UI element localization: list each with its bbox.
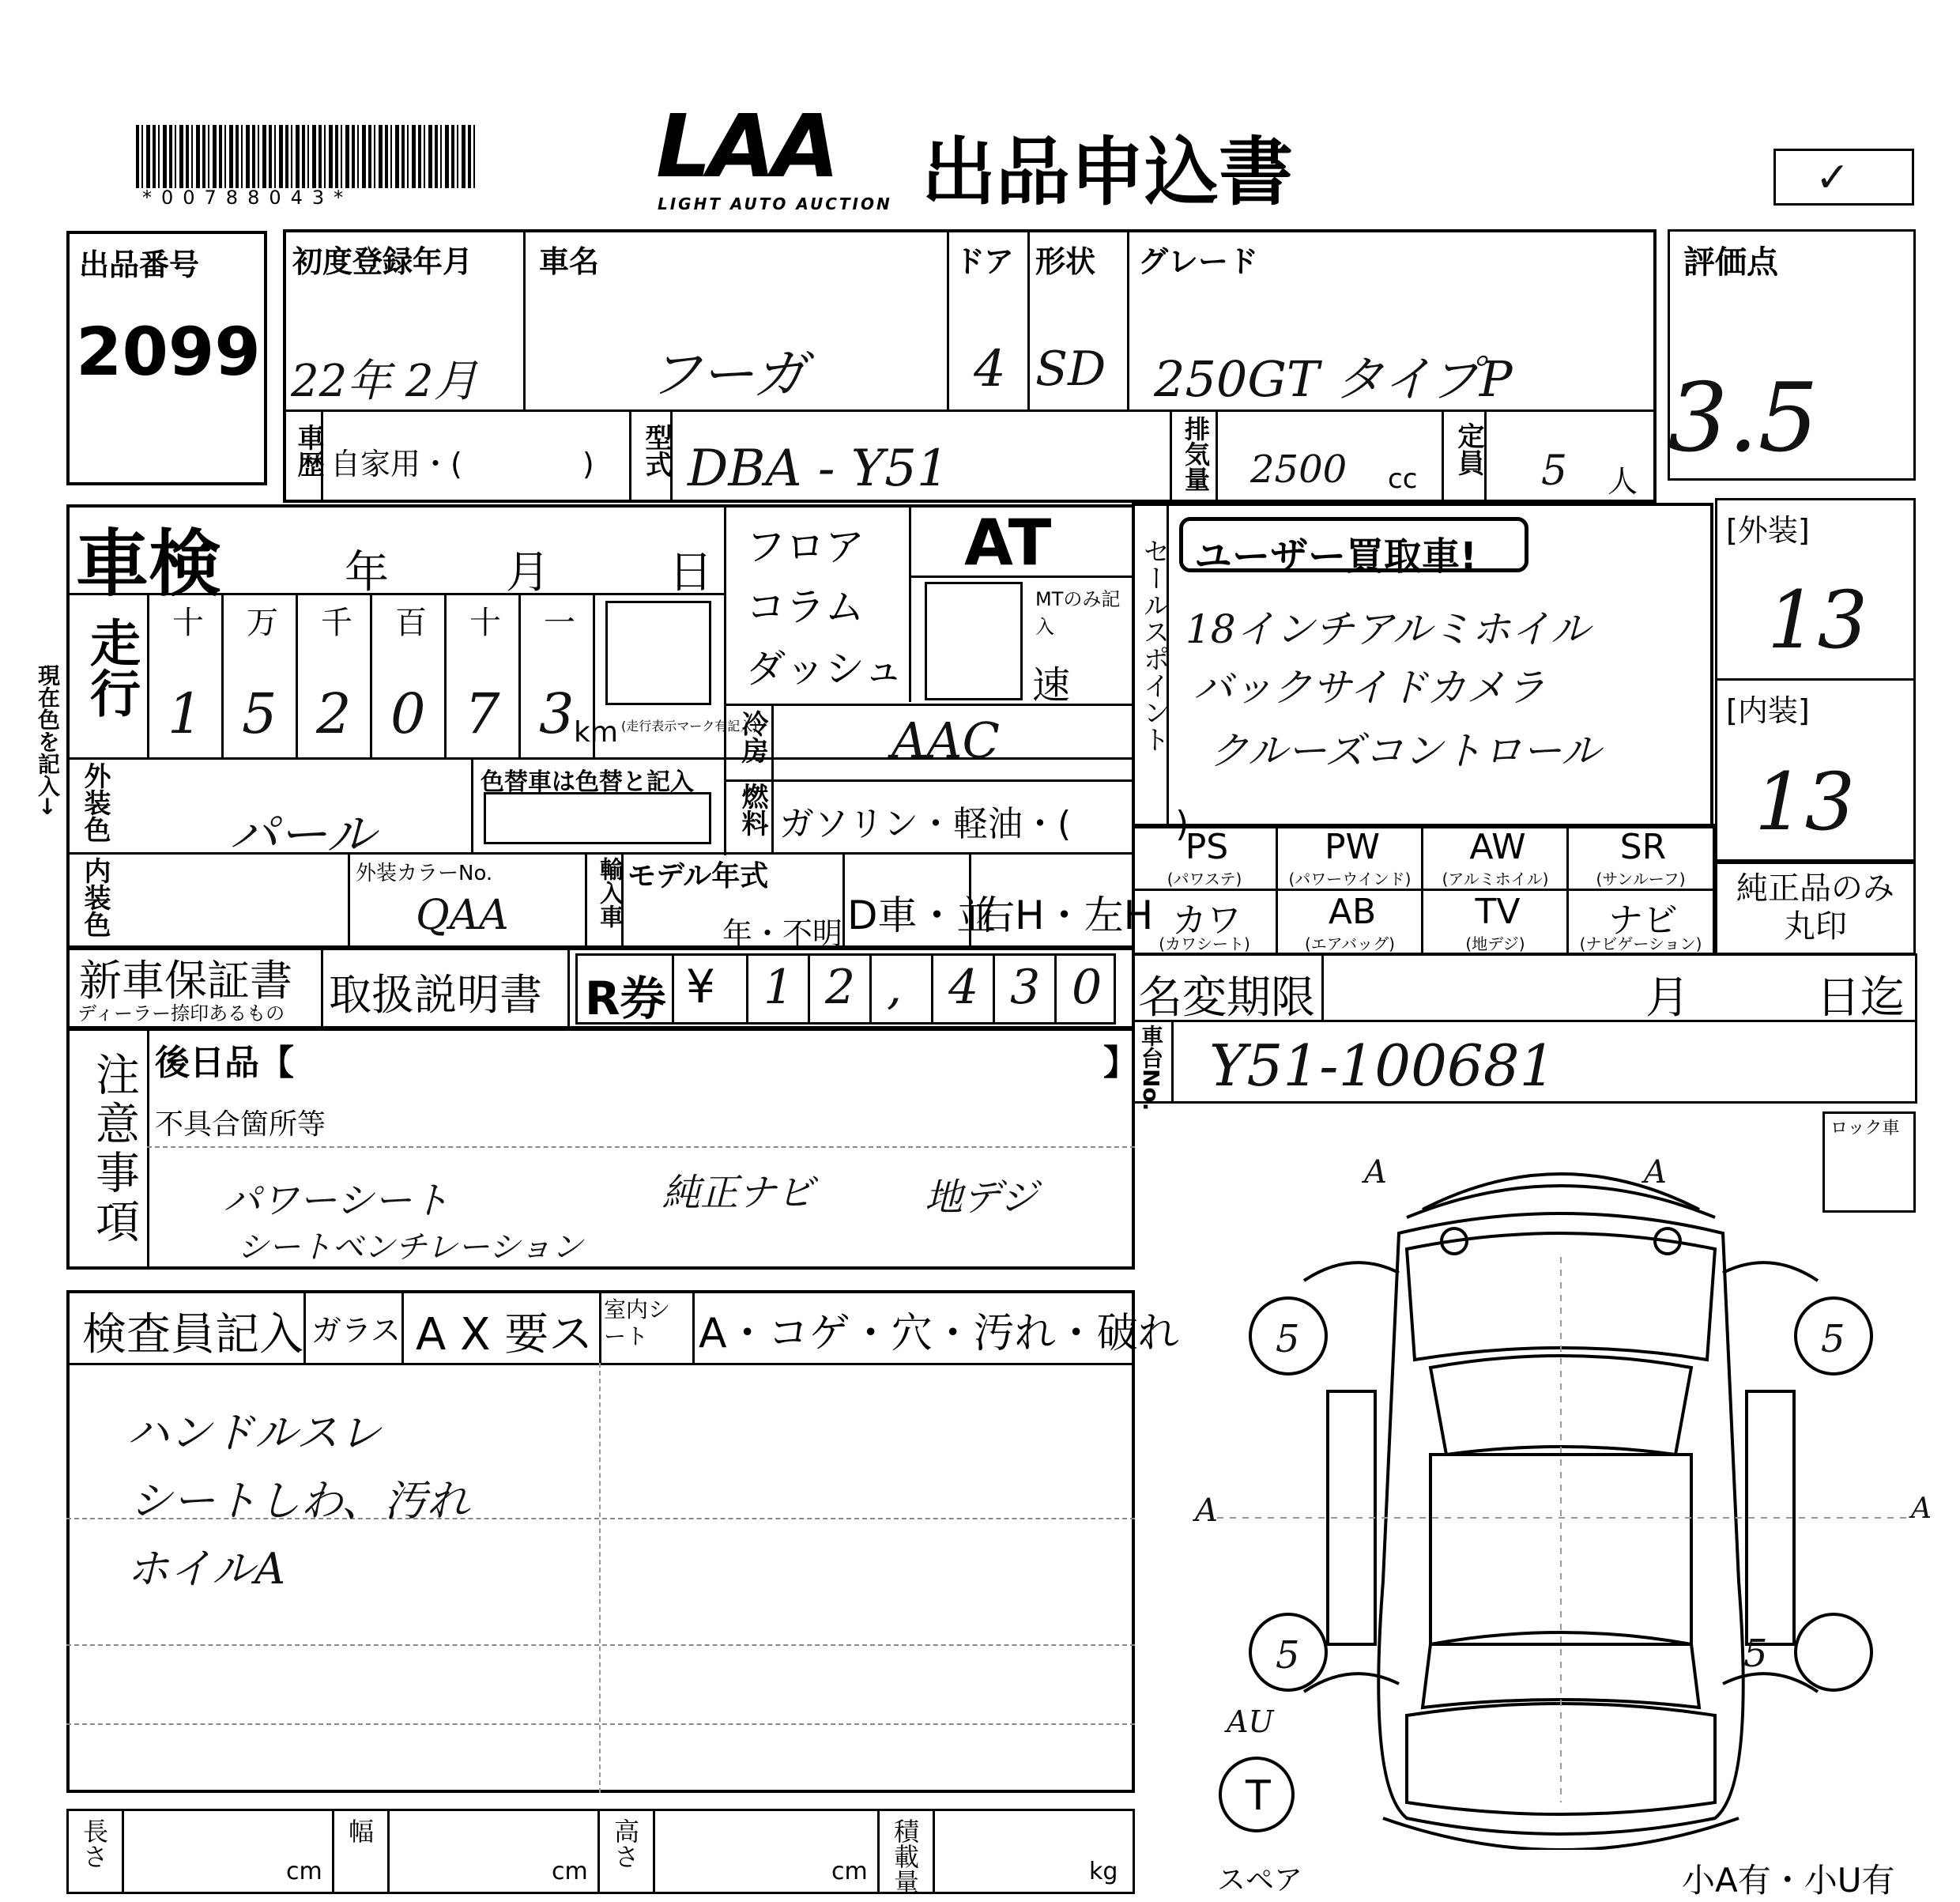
equipment-code: PW	[1324, 827, 1381, 867]
manual-label: 取扱説明書	[329, 970, 542, 1020]
exterior-color-value: パール	[229, 806, 375, 863]
history-label: 車歴	[292, 424, 324, 477]
dimension-divider	[597, 1809, 600, 1894]
dimension-label: 積載量	[890, 1818, 920, 1894]
equipment-sub: (ナビゲーション)	[1579, 934, 1702, 953]
recycle-currency: ¥	[686, 960, 715, 1013]
mileage-digit-label: 十	[172, 605, 204, 641]
mileage-digit-label: 一	[544, 605, 575, 641]
fuel-options: ガソリン・軽油・( )	[779, 804, 1189, 844]
interior-seat-value: A・コゲ・穴・汚れ・破れ	[699, 1310, 1179, 1357]
equipment-sub: (アルミホイル)	[1442, 870, 1549, 889]
interior-color-label: 内装色	[79, 857, 111, 938]
dimension-label: 長さ	[79, 1818, 109, 1869]
interior-grade-value: 13	[1755, 756, 1856, 848]
lot-label: 出品番号	[79, 247, 200, 282]
mileage-digit: 1	[168, 681, 203, 746]
dealer-car: D車・並	[847, 893, 997, 938]
inspection-label: 車検	[76, 522, 222, 606]
shift-column: コラム	[746, 584, 865, 630]
glass-value: A X 要ス	[416, 1309, 594, 1360]
dimension-unit: cm	[286, 1858, 322, 1885]
mileage-digit-label: 万	[247, 605, 278, 641]
inspector-line-3: ホイルA	[126, 1544, 285, 1594]
barcode	[136, 125, 477, 188]
equipment-sub: (カワシート)	[1159, 934, 1250, 953]
speed-label: 速	[1032, 663, 1071, 708]
defects-label: 不具合箇所等	[155, 1108, 326, 1141]
equipment-code: TV	[1475, 892, 1521, 932]
interior-seat-label: 室内シート	[604, 1296, 671, 1349]
dimension-divider	[332, 1809, 334, 1894]
mileage-mark-box[interactable]	[605, 601, 711, 705]
mileage-divider	[296, 593, 298, 757]
shape-value: SD	[1035, 342, 1106, 397]
glass-label: ガラス	[311, 1313, 401, 1348]
color-no-label: 外装カラーNo.	[356, 862, 493, 885]
notes-label: 注意事項	[89, 1051, 140, 1247]
name-value: フーガ	[648, 344, 807, 406]
dimension-divider	[653, 1809, 655, 1894]
equipment-code: PS	[1185, 827, 1229, 867]
inspector-line-1: ハンドルスレ	[126, 1408, 382, 1458]
recycle-divider	[746, 953, 748, 1025]
import-label: 輸入車	[595, 857, 623, 928]
tire-mark-fl: 5	[1276, 1317, 1300, 1361]
model-value: DBA - Y51	[688, 440, 949, 498]
spare-label: スペア	[1217, 1864, 1303, 1896]
inspection-month: 月	[506, 547, 550, 598]
recycle-digit: 3	[1010, 960, 1041, 1015]
recycle-divider	[869, 953, 872, 1025]
recycle-divider	[808, 953, 810, 1025]
chassis-value: Y51-100681	[1209, 1032, 1556, 1099]
dimension-label: 高さ	[610, 1818, 640, 1869]
tire-mark-fr: 5	[1821, 1317, 1845, 1361]
capacity-value: 5	[1541, 447, 1568, 495]
damage-mark-rear-left: AU	[1227, 1704, 1274, 1739]
shape-label: 形状	[1035, 244, 1096, 279]
displacement-value: 2500	[1250, 447, 1348, 492]
fuel-label: 燃料	[737, 783, 768, 836]
inspector-line-2: シートしわ、汚れ	[130, 1476, 469, 1526]
lot-number: 2099	[76, 313, 261, 391]
barcode-text: *00788043*	[142, 187, 353, 209]
grade-value: 250GT タイプP	[1154, 350, 1513, 408]
equipment-code: AB	[1328, 892, 1377, 932]
sales-label: セールスポイント	[1138, 538, 1170, 753]
mileage-digit: 0	[390, 681, 426, 746]
notes-line-2: シートベンチレーション	[237, 1229, 583, 1266]
handle-side: 右H・左H	[975, 893, 1154, 938]
recycle-digit: ,	[887, 960, 903, 1015]
exterior-grade-label: [外装]	[1726, 513, 1810, 548]
model-year-suffix: 年・不明	[722, 916, 843, 951]
mt-note: MTのみ記入	[1035, 588, 1121, 638]
recycle-digit: 0	[1072, 960, 1102, 1015]
damage-mark-right: A	[1911, 1493, 1932, 1525]
aircon-value: AAC	[891, 711, 1000, 769]
score-label: 評価点	[1683, 244, 1778, 281]
damage-mark-front-left: A	[1364, 1154, 1387, 1191]
name-change-day: 日迄	[1816, 972, 1905, 1024]
door-label: ドア	[955, 244, 1014, 279]
reg-label: 初度登録年月	[292, 244, 473, 279]
color-no-value: QAA	[416, 892, 509, 939]
recycle-divider	[931, 953, 933, 1025]
warranty-label: 新車保証書	[79, 956, 292, 1006]
recycle-digit: 2	[825, 960, 856, 1015]
mileage-digit: 7	[465, 681, 500, 746]
notes-line-4: 地デジ	[925, 1176, 1038, 1220]
inspection-day: 日	[669, 547, 713, 598]
logo: LAA	[656, 96, 837, 197]
model-label: 型式	[640, 424, 672, 477]
equipment-sub: (パワーウインド)	[1288, 870, 1412, 889]
interior-grade-label: [内装]	[1726, 693, 1810, 728]
inspection-year: 年	[345, 547, 389, 598]
diagram-footer: 小A有・小U有	[1682, 1861, 1895, 1900]
check-box	[1773, 149, 1914, 206]
recycle-label: R券	[585, 972, 666, 1025]
recycle-digit: 4	[948, 960, 979, 1015]
recycle-divider	[993, 953, 995, 1025]
history-value: 自家用・( )	[330, 447, 594, 481]
displacement-label: 排気量	[1181, 416, 1211, 492]
user-buyback-text: ユーザー買取車!	[1194, 534, 1477, 579]
displacement-unit: cc	[1388, 463, 1418, 495]
equipment-sub: (地デジ)	[1465, 934, 1525, 953]
tire-mark-rl: 5	[1276, 1633, 1300, 1677]
mileage-unit: km	[574, 716, 618, 749]
mileage-label: 走行	[81, 617, 140, 718]
dimension-unit: cm	[552, 1858, 588, 1885]
mileage-divider	[370, 593, 372, 757]
repaint-box[interactable]	[484, 792, 711, 844]
dimension-divider	[933, 1809, 935, 1894]
lock-car-label: ロック車	[1830, 1119, 1900, 1138]
chassis-label: 車台No.	[1138, 1025, 1164, 1111]
mileage-digit: 2	[316, 681, 352, 746]
warranty-sub: ディーラー捺印あるもの	[77, 1002, 285, 1025]
capacity-label: 定員	[1453, 422, 1484, 476]
sales-line-3: クルーズコントロール	[1209, 728, 1600, 774]
name-label: 車名	[539, 244, 600, 279]
mileage-digit-label: 百	[395, 605, 427, 641]
equipment-sub: (パワステ)	[1167, 870, 1242, 889]
aircon-label: 冷房	[737, 710, 768, 764]
mileage-divider	[221, 593, 224, 757]
grade-label: グレード	[1138, 244, 1259, 279]
mileage-side-note: 現在色を記入→	[35, 664, 61, 816]
later-label: 後日品【	[155, 1043, 294, 1083]
name-change-month: 月	[1645, 972, 1690, 1024]
notes-line-1: パワーシート	[223, 1179, 450, 1223]
equipment-code: SR	[1619, 827, 1667, 867]
capacity-unit: 人	[1608, 464, 1638, 499]
reg-value: 22年 2月	[291, 356, 478, 407]
tire-rear-right	[1796, 1614, 1871, 1690]
dimension-unit: kg	[1089, 1858, 1118, 1885]
inspector-label: 検査員記入	[82, 1309, 303, 1360]
check-mark: ✓	[1815, 154, 1850, 202]
dimension-divider	[387, 1809, 390, 1894]
mileage-divider	[518, 593, 521, 757]
exterior-color-label: 外装色	[79, 762, 111, 843]
score-value: 3.5	[1668, 364, 1819, 474]
damage-mark-front-right: A	[1644, 1154, 1667, 1191]
later-close: 】	[1103, 1043, 1138, 1083]
mileage-unit-note: (走行表示マーク有記入)	[621, 719, 758, 734]
dimension-label: 幅	[345, 1818, 375, 1844]
equipment-code: カワ	[1172, 900, 1242, 941]
transmission-value: AT	[964, 506, 1052, 579]
equipment-sub: (エアバッグ)	[1304, 934, 1395, 953]
damage-mark-left: A	[1195, 1493, 1218, 1529]
mt-speed-box[interactable]	[925, 582, 1023, 700]
notes-line-3: 純正ナビ	[662, 1171, 815, 1215]
exterior-grade-value: 13	[1767, 574, 1868, 666]
equipment-sub: (サンルーフ)	[1596, 870, 1686, 889]
mileage-digit-label: 千	[321, 605, 352, 641]
mileage-digit-label: 十	[469, 605, 501, 641]
shift-dash: ダッシュ	[746, 646, 903, 692]
recycle-divider	[672, 953, 674, 1025]
recycle-digit: 1	[763, 960, 794, 1015]
mileage-digit: 5	[242, 681, 277, 746]
sales-line-2: バックサイドカメラ	[1193, 665, 1545, 711]
tire-mark-rr: 5	[1743, 1632, 1768, 1676]
equipment-code: AW	[1469, 827, 1526, 867]
dimension-unit: cm	[831, 1858, 868, 1885]
name-change-label: 名変期限	[1138, 972, 1315, 1024]
sales-line-1: 18インチアルミホイル	[1185, 606, 1590, 652]
car-diagram	[1170, 1138, 1952, 1850]
logo-subtitle: LIGHT AUTO AUCTION	[658, 194, 892, 213]
equipment-code: ナビ	[1608, 900, 1678, 941]
recycle-divider	[1054, 953, 1057, 1025]
mileage-digit: 3	[539, 681, 575, 746]
dimensions-box	[66, 1809, 1135, 1894]
mileage-divider	[444, 593, 447, 757]
user-buyback-badge	[1179, 517, 1528, 579]
door-value: 4	[974, 340, 1006, 398]
model-year-label: モデル年式	[628, 860, 769, 893]
dimension-divider	[877, 1809, 880, 1894]
repaint-label: 色替車は色替と記入	[481, 768, 694, 796]
inspector-divider	[599, 1363, 601, 1793]
spare-value: T	[1246, 1772, 1271, 1820]
dimension-divider	[122, 1809, 124, 1894]
shift-floor: フロア	[746, 524, 865, 570]
genuine-only-label: 純正品のみ丸印	[1736, 870, 1894, 945]
form-title: 出品申込書	[922, 130, 1294, 216]
